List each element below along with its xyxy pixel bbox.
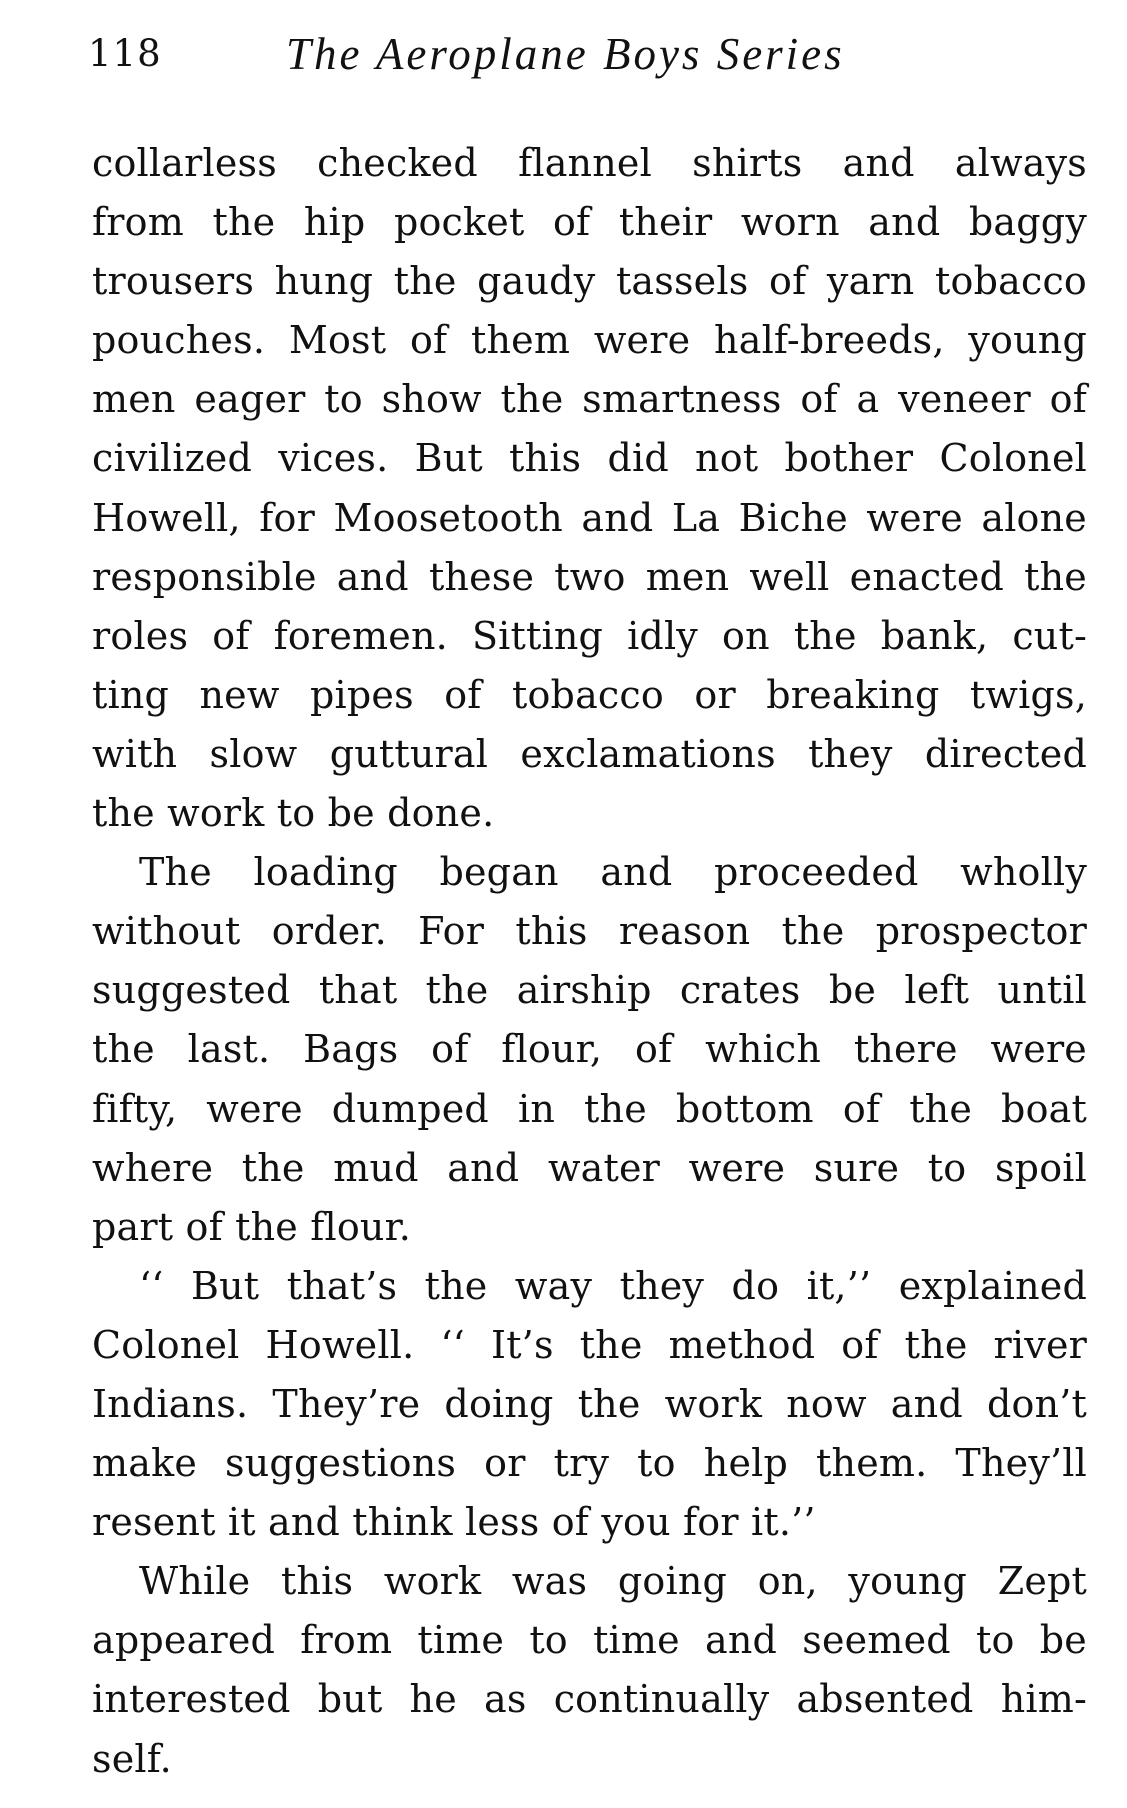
text-line: trousers hung the gaudy tassels of yarn tobacco <box>92 259 1087 304</box>
text-line: the work to be done. <box>92 791 495 836</box>
text-line: roles of foremen. Sitting idly on the bank, cut- <box>92 613 1087 658</box>
running-title: The Aeroplane Boys Series <box>286 29 845 79</box>
text-line: Colonel Howell. ‘‘ It’s the method of the river <box>92 1322 1087 1367</box>
text-line: make suggestions or try to help them. They’ll <box>92 1441 1087 1486</box>
text-line: self. <box>92 1736 172 1781</box>
page-number: 118 <box>88 32 162 75</box>
text-line: suggested that the airship crates be left until <box>92 968 1087 1013</box>
text-line: civilized vices. But this did not bother Colonel <box>92 436 1087 481</box>
text-line: Indians. They’re doing the work now and don’t <box>92 1381 1087 1426</box>
text-line: from the hip pocket of their worn and baggy <box>92 200 1087 245</box>
body-text <box>92 134 1087 1789</box>
text-line: While this work was going on, young Zept <box>139 1559 1087 1604</box>
text-line: The loading began and proceeded wholly <box>139 850 1087 895</box>
text-line: where the mud and water were sure to spoil <box>92 1145 1087 1190</box>
text-line: with slow guttural exclamations they directed <box>92 731 1087 776</box>
text-line: resent it and think less of you for it.’’ <box>92 1500 816 1545</box>
text-line: pouches. Most of them were half-breeds, young <box>92 318 1087 363</box>
text-line: ting new pipes of tobacco or breaking twigs, <box>92 672 1087 717</box>
text-line: fifty, were dumped in the bottom of the boat <box>92 1086 1087 1131</box>
text-line: without order. For this reason the prospector <box>92 909 1087 954</box>
text-line: ‘‘ But that’s the way they do it,’’ explained <box>139 1263 1087 1308</box>
text-line: interested but he as continually absented him- <box>92 1677 1087 1722</box>
text-line: men eager to show the smartness of a veneer of <box>92 377 1087 422</box>
text-line: the last. Bags of flour, of which there were <box>92 1027 1087 1072</box>
text-line: Howell, for Moosetooth and La Biche were alone <box>92 495 1087 540</box>
text-line: collarless checked flannel shirts and always <box>92 141 1087 185</box>
running-head <box>88 24 888 84</box>
text-line: part of the flour. <box>92 1204 412 1249</box>
text-line: responsible and these two men well enacted the <box>92 554 1087 599</box>
text-line: appeared from time to time and seemed to be <box>92 1618 1087 1663</box>
